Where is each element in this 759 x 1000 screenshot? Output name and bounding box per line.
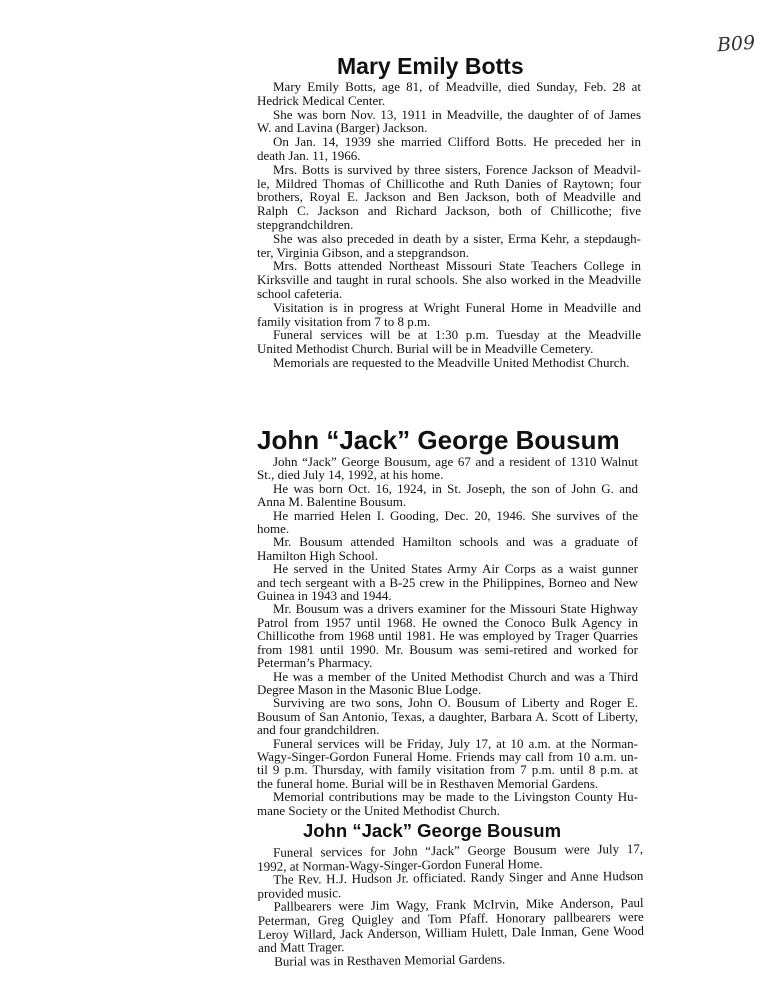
paragraph <box>257 535 638 562</box>
obituary-title-john-bousum: John “Jack” George Bousum <box>257 425 620 455</box>
text-line: le, Mildred Thomas of Chillicothe and Ruth Danies of Raytown; four <box>257 175 641 191</box>
text-line: ter, Virginia Gibson, and a stepgrandson. <box>257 244 469 260</box>
text-line: Chillicothe from 1968 until 1981. He was employed by Trager Quarries <box>257 628 638 644</box>
obituary-body-john-bousum <box>257 455 638 817</box>
obituary-title-mary-emily-botts: Mary Emily Botts <box>337 53 524 79</box>
text-line: Guinea in 1943 and 1944. <box>257 588 392 604</box>
text-line: Mr. Bousum attended Hamilton schools and was a graduate of <box>273 534 638 550</box>
text-line: and four grandchildren. <box>257 722 380 738</box>
text-line: W. and Lavina (Barger) Jackson. <box>257 120 428 136</box>
paragraph <box>257 562 638 602</box>
text-line: provided music. <box>257 884 342 901</box>
text-line: Mr. Bousum was a drivers examiner for the Missouri State Highway <box>273 601 638 617</box>
text-line: and tech sergeant with a B-25 crew in the Philippines, Borneo and New <box>257 574 638 590</box>
paragraph <box>257 163 641 232</box>
text-line: Mary Emily Botts, age 81, of Meadville, died Sunday, Feb. 28 at <box>273 79 641 94</box>
text-line: He was born Oct. 16, 1924, in St. Joseph, the son of John G. and <box>273 480 638 496</box>
text-line: from 1981 until 1990. Mr. Bousum was semi-retired and worked for <box>257 641 638 657</box>
text-line: Visitation is in progress at Wright Funeral Home in Meadville and <box>273 299 641 315</box>
paragraph <box>257 670 638 697</box>
text-line: Hamilton High School. <box>257 547 378 563</box>
text-line: The Rev. H.J. Hudson Jr. officiated. Randy Singer and Anne Hudson <box>273 868 644 888</box>
text-line: St., died July 14, 1992, at his home. <box>257 467 444 483</box>
text-line: Anna M. Balentine Bousum. <box>257 494 407 510</box>
text-line: Hedrick Medical Center. <box>257 92 386 108</box>
text-line: Funeral services for John “Jack” George Bousum were July 17, <box>272 840 644 860</box>
text-line: United Methodist Church. Burial will be in Meadville Cemetery. <box>257 341 594 357</box>
paragraph <box>257 602 638 669</box>
paragraph <box>257 737 638 791</box>
text-line: mane Society or the United Methodist Church. <box>257 802 500 818</box>
text-line: Funeral services will be Friday, July 17, at 10 a.m. at the Norman- <box>273 735 638 751</box>
handwritten-page-mark: B09 <box>716 31 756 57</box>
paragraph <box>257 790 638 817</box>
paragraph <box>257 696 638 736</box>
text-line: She was born Nov. 13, 1911 in Meadville, the daughter of of James <box>273 106 641 122</box>
text-line: stepgrandchildren. <box>257 216 354 232</box>
text-line: Mrs. Botts attended Northeast Missouri State Teachers College in <box>273 258 641 274</box>
text-line: Patrol from 1957 until 1968. He owned the Conoco Bulk Agency in <box>257 614 638 630</box>
text-line: He married Helen I. Gooding, Dec. 20, 1946. She survives of the <box>273 507 638 523</box>
text-line: She was also preceded in death by a sister, Erma Kehr, a stepdaugh- <box>273 230 641 246</box>
text-line: Kirksville and taught in rural schools. She also worked in the Meadville <box>257 272 641 288</box>
text-line: Memorials are requested to the Meadville United Methodist Church. <box>273 354 630 370</box>
paragraph <box>257 135 641 163</box>
paragraph <box>257 108 641 136</box>
text-line: death Jan. 11, 1966. <box>257 147 361 163</box>
text-line: Wagy-Singer-Gordon Funeral Home. Friends may call from 10 a.m. un- <box>257 748 638 764</box>
text-line: til 9 p.m. Thursday, with family visitation from 7 p.m. until 8 p.m. at <box>257 762 638 778</box>
text-line: Degree Mason in the Masonic Blue Lodge. <box>257 681 482 697</box>
paragraph <box>257 509 638 536</box>
obituary-body-mary-emily-botts <box>257 80 641 370</box>
text-line: He served in the United States Army Air Corps as a waist gunner <box>273 561 638 577</box>
text-line: Ralph C. Jackson and Richard Jackson, both of Chillicothe; five <box>257 203 641 219</box>
text-line: Surviving are two sons, John O. Bousum of Liberty and Roger E. <box>273 695 638 711</box>
text-line: and Matt Trager. <box>257 939 345 956</box>
paragraph <box>257 80 641 108</box>
text-line: Mrs. Botts is survived by three sisters, Forence Jackson of Meadvil- <box>273 161 641 177</box>
text-line: school cafeteria. <box>257 285 343 301</box>
text-line: John “Jack” George Bousum, age 67 and a resident of 1310 Walnut <box>273 454 638 469</box>
funeral-notice-title-john-bousum: John “Jack” George Bousum <box>303 820 562 841</box>
paragraph <box>257 482 638 509</box>
text-line: home. <box>257 521 290 537</box>
text-line: He was a member of the United Methodist Church and was a Third <box>273 668 638 684</box>
paragraph <box>257 259 641 300</box>
text-line: Leroy Willard, Jack Anderson, William Hulett, Dale Inman, Gene Wood <box>257 922 644 942</box>
paragraph <box>257 455 638 482</box>
funeral-notice-body-john-bousum <box>257 842 644 968</box>
text-line: 1992, at Norman-Wagy-Singer-Gordon Funeral Home. <box>257 855 543 874</box>
paragraph <box>258 951 644 969</box>
text-line: Funeral services will be at 1:30 p.m. Tuesday at the Meadville <box>273 327 641 343</box>
text-line: Peterman’s Pharmacy. <box>257 655 373 671</box>
paragraph <box>258 896 645 954</box>
text-line: On Jan. 14, 1939 she married Clifford Botts. He preceded her in <box>273 134 641 150</box>
text-line: Peterman, Greg Quigley and Tom Pfaff. Honorary pallbearers were <box>257 908 644 928</box>
text-line: Pallbearers were Jim Wagy, Frank McIrvin, Mike Anderson, Paul <box>273 895 644 915</box>
paragraph <box>257 328 641 356</box>
text-line: brothers, Royal E. Jackson and Ben Jackson, both of Meadville and <box>257 189 641 205</box>
text-line: the funeral home. Burial will be in Resthaven Memorial Gardens. <box>257 775 599 791</box>
text-line: family visitation from 7 to 8 p.m. <box>257 313 431 329</box>
text-line: Bousum of San Antonio, Texas, a daughter, Barbara A. Scott of Liberty, <box>257 708 638 724</box>
text-line: Burial was in Resthaven Memorial Gardens. <box>274 951 506 969</box>
paragraph <box>257 232 641 260</box>
paragraph <box>257 356 641 370</box>
paragraph <box>257 301 641 329</box>
text-line: Memorial contributions may be made to the Livingston County Hu- <box>273 789 638 805</box>
